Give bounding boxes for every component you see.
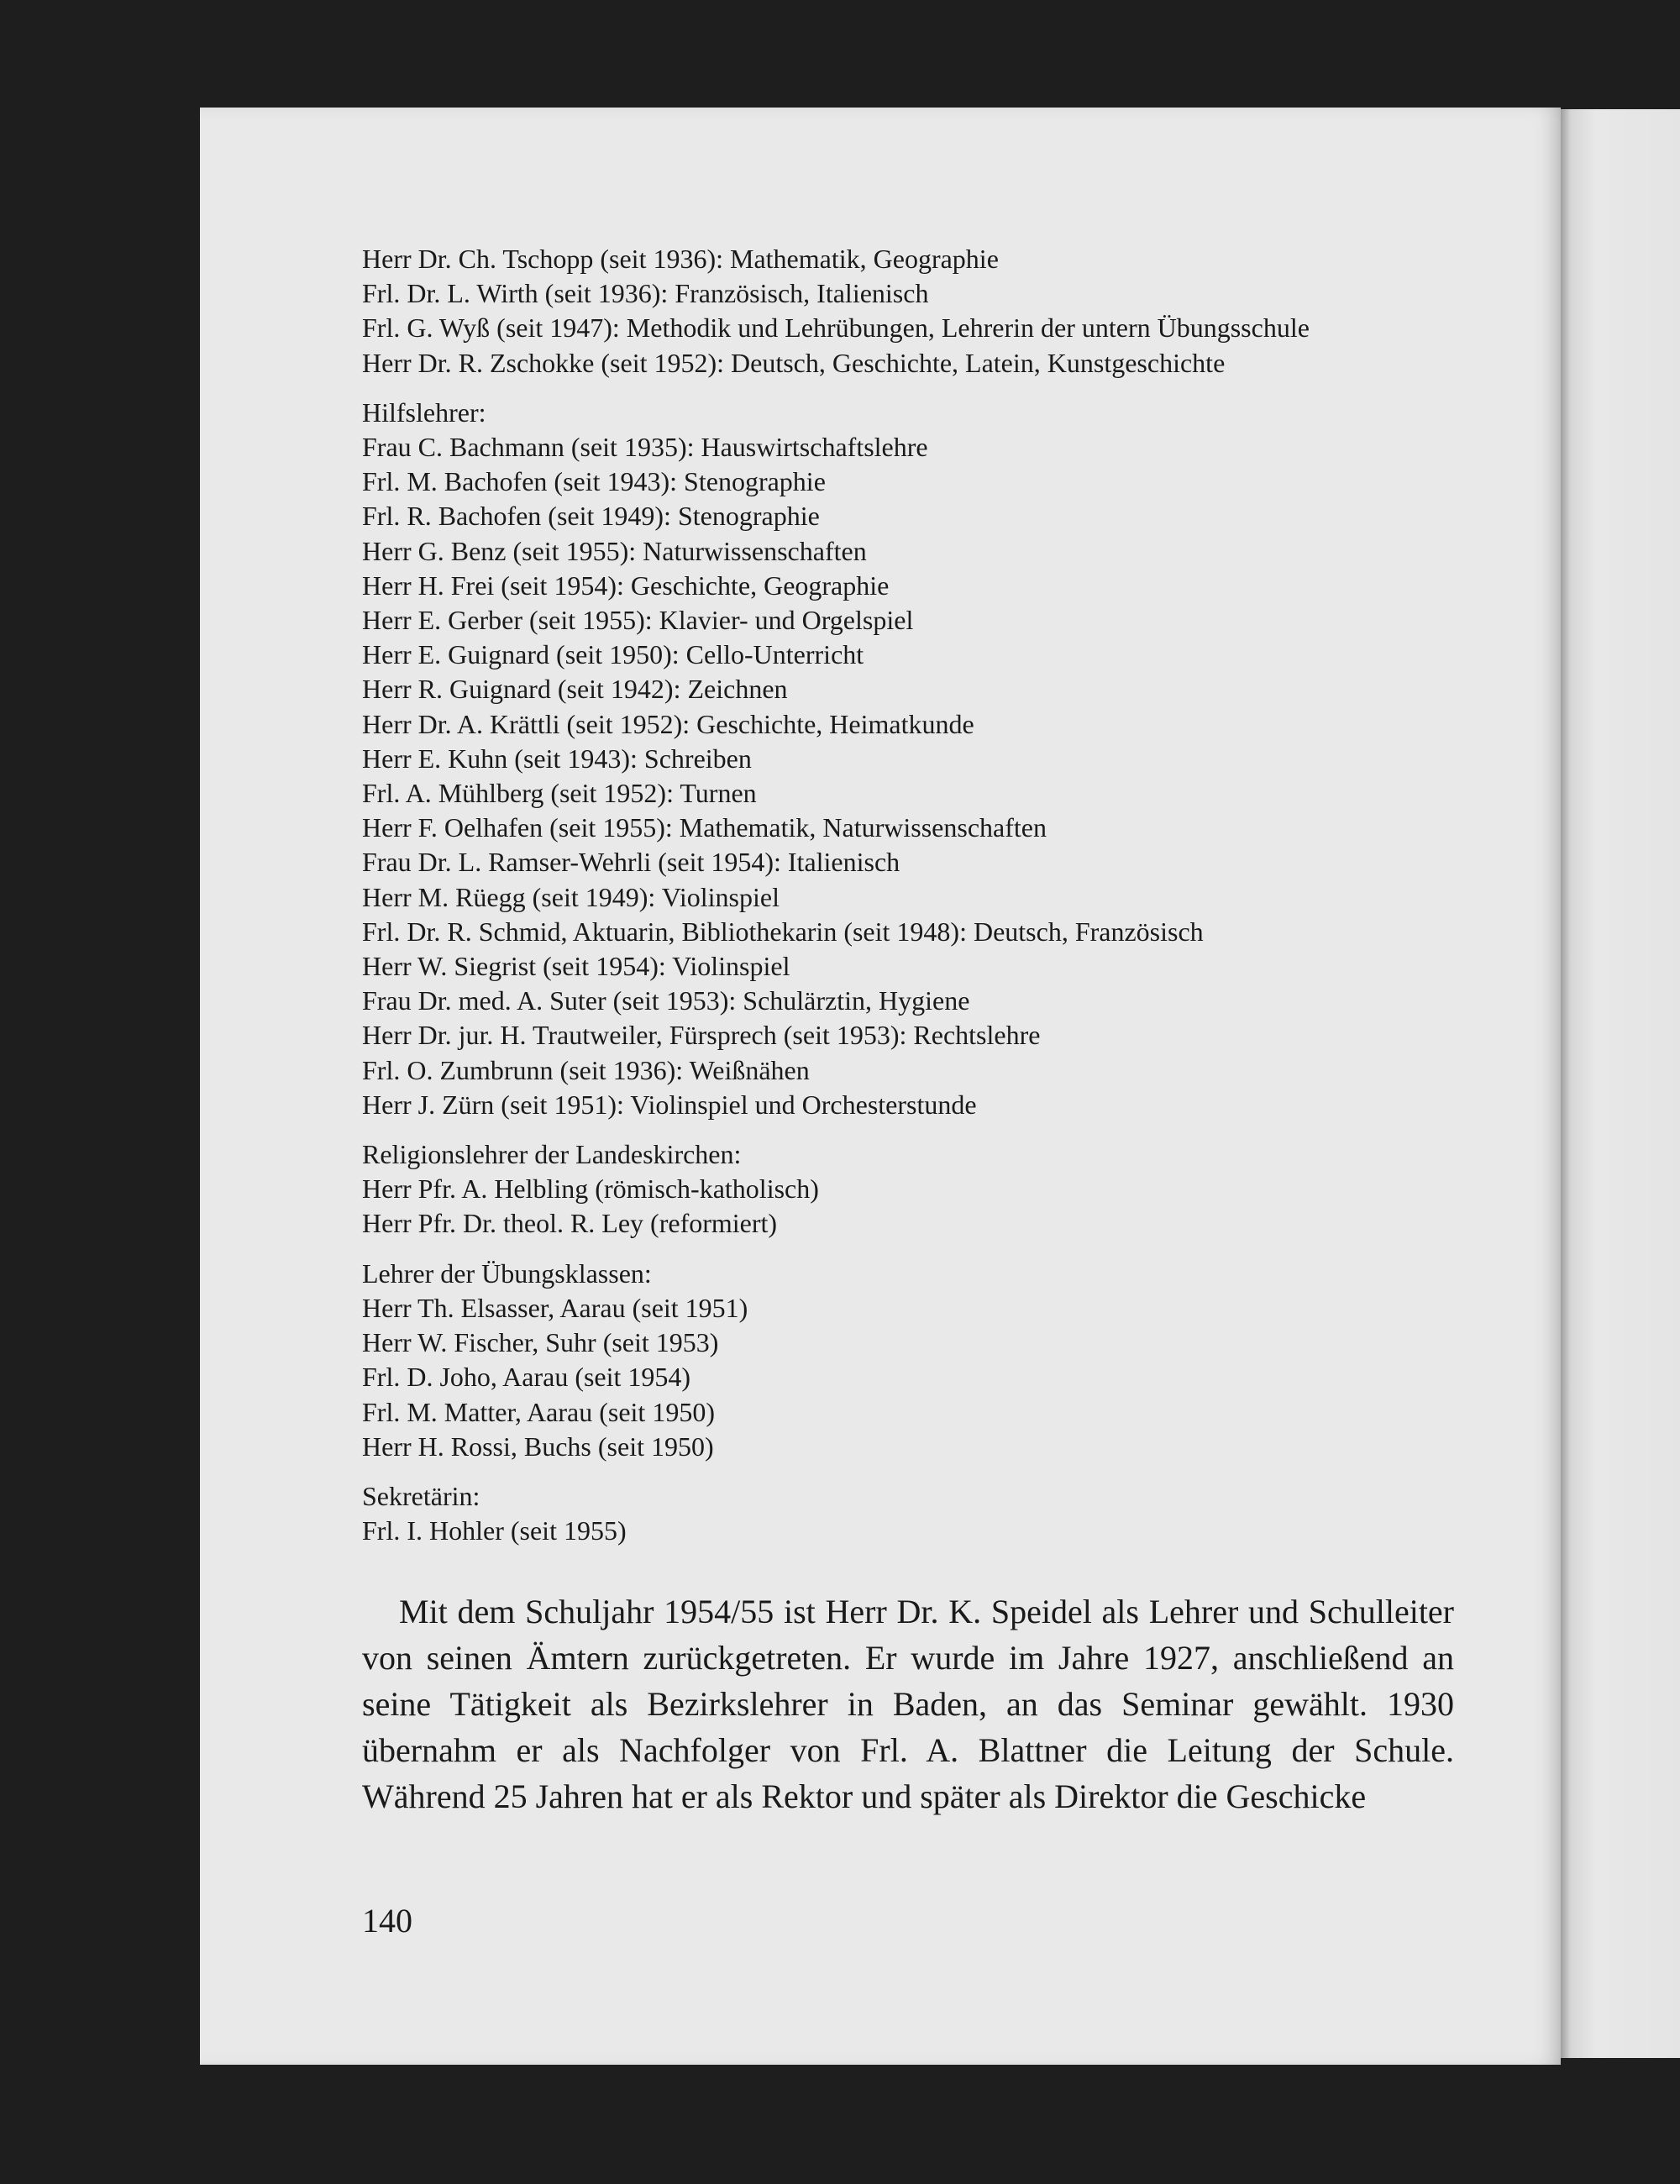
staff-entry: Herr Dr. R. Zschokke (seit 1952): Deutsch, Geschichte, Latein, Kunstgeschichte bbox=[362, 347, 1226, 378]
staff-entry: Frl. G. Wyß (seit 1947): Methodik und Lehrübungen, Lehrerin der untern Übungsschule bbox=[362, 312, 1310, 344]
staff-entry: Frl. M. Bachofen (seit 1943): Stenographie bbox=[362, 466, 826, 497]
page-content bbox=[362, 242, 1454, 1853]
staff-entry: Herr H. Frei (seit 1954): Geschichte, Geographie bbox=[362, 570, 890, 601]
staff-entry: Herr Th. Elsasser, Aarau (seit 1951) bbox=[362, 1292, 748, 1323]
section-heading: Religionslehrer der Landeskirchen: bbox=[362, 1139, 742, 1170]
book-page bbox=[200, 108, 1561, 2065]
staff-entry: Herr E. Gerber (seit 1955): Klavier- und Orgelspiel bbox=[362, 605, 914, 636]
staff-entry: Frl. M. Matter, Aarau (seit 1950) bbox=[362, 1396, 715, 1427]
staff-entry: Herr Dr. A. Krättli (seit 1952): Geschichte, Heimatkunde bbox=[362, 708, 974, 739]
staff-entry: Herr Pfr. Dr. theol. R. Ley (reformiert) bbox=[362, 1208, 778, 1239]
adjacent-page-edge bbox=[1546, 109, 1680, 2058]
staff-entry: Herr W. Fischer, Suhr (seit 1953) bbox=[362, 1327, 719, 1358]
staff-entry: Herr Dr. jur. H. Trautweiler, Fürsprech (seit 1953): Rechtslehre bbox=[362, 1020, 1041, 1051]
staff-entry: Frl. Dr. L. Wirth (seit 1936): Französisch, Italienisch bbox=[362, 278, 929, 309]
section-heading: Hilfslehrer: bbox=[362, 396, 486, 428]
sekretaerin-section bbox=[362, 1479, 1454, 1548]
staff-list-main bbox=[362, 242, 1454, 381]
staff-entry: Herr F. Oelhafen (seit 1955): Mathematik, Naturwissenschaften bbox=[362, 812, 1047, 843]
staff-entry: Frl. D. Joho, Aarau (seit 1954) bbox=[362, 1362, 691, 1393]
body-paragraph: Mit dem Schuljahr 1954/55 ist Herr Dr. K. Speidel als Lehrer und Schulleiter von seinen Ämtern zurückgetreten. Er wurde im Jahre 1927, anschließend an seine Tätigkeit als Bezirkslehrer in Baden, an das Seminar gewählt. 1930 übernahm er als Nachfolger von Frl. A. Blattner die Leitung der Schule. Während 25 Jahren hat er als Rektor und später als Direktor die Geschicke bbox=[362, 1593, 1454, 1816]
section-heading: Lehrer der Übungsklassen: bbox=[362, 1257, 652, 1289]
staff-entry: Herr R. Guignard (seit 1942): Zeichnen bbox=[362, 674, 788, 705]
staff-entry: Herr E. Guignard (seit 1950): Cello-Unterricht bbox=[362, 639, 864, 670]
section-heading: Sekretärin: bbox=[362, 1480, 480, 1511]
staff-entry: Herr G. Benz (seit 1955): Naturwissenschaften bbox=[362, 535, 867, 566]
staff-entry: Frau C. Bachmann (seit 1935): Hauswirtschaftslehre bbox=[362, 432, 928, 463]
hilfslehrer-section bbox=[362, 396, 1454, 1122]
page-number: 140 bbox=[362, 1902, 412, 1940]
uebungsklassen-section bbox=[362, 1257, 1454, 1464]
staff-entry: Frau Dr. L. Ramser-Wehrli (seit 1954): Italienisch bbox=[362, 847, 900, 878]
staff-entry: Herr Pfr. A. Helbling (römisch-katholisch) bbox=[362, 1173, 819, 1205]
staff-entry: Herr H. Rossi, Buchs (seit 1950) bbox=[362, 1431, 714, 1462]
staff-entry: Herr Dr. Ch. Tschopp (seit 1936): Mathematik, Geographie bbox=[362, 244, 999, 274]
staff-entry: Frau Dr. med. A. Suter (seit 1953): Schulärztin, Hygiene bbox=[362, 985, 970, 1016]
staff-entry: Frl. O. Zumbrunn (seit 1936): Weißnähen bbox=[362, 1054, 810, 1085]
staff-entry: Herr E. Kuhn (seit 1943): Schreiben bbox=[362, 743, 752, 774]
staff-entry: Frl. A. Mühlberg (seit 1952): Turnen bbox=[362, 778, 757, 809]
religionslehrer-section bbox=[362, 1137, 1454, 1242]
staff-entry: Frl. I. Hohler (seit 1955) bbox=[362, 1515, 627, 1546]
staff-entry: Herr J. Zürn (seit 1951): Violinspiel und Orchesterstunde bbox=[362, 1089, 977, 1120]
staff-entry: Herr M. Rüegg (seit 1949): Violinspiel bbox=[362, 881, 780, 912]
staff-entry: Herr W. Siegrist (seit 1954): Violinspiel bbox=[362, 951, 790, 982]
staff-entry: Frl. Dr. R. Schmid, Aktuarin, Bibliothekarin (seit 1948): Deutsch, Französisch bbox=[362, 916, 1204, 947]
staff-entry: Frl. R. Bachofen (seit 1949): Stenographie bbox=[362, 501, 820, 532]
